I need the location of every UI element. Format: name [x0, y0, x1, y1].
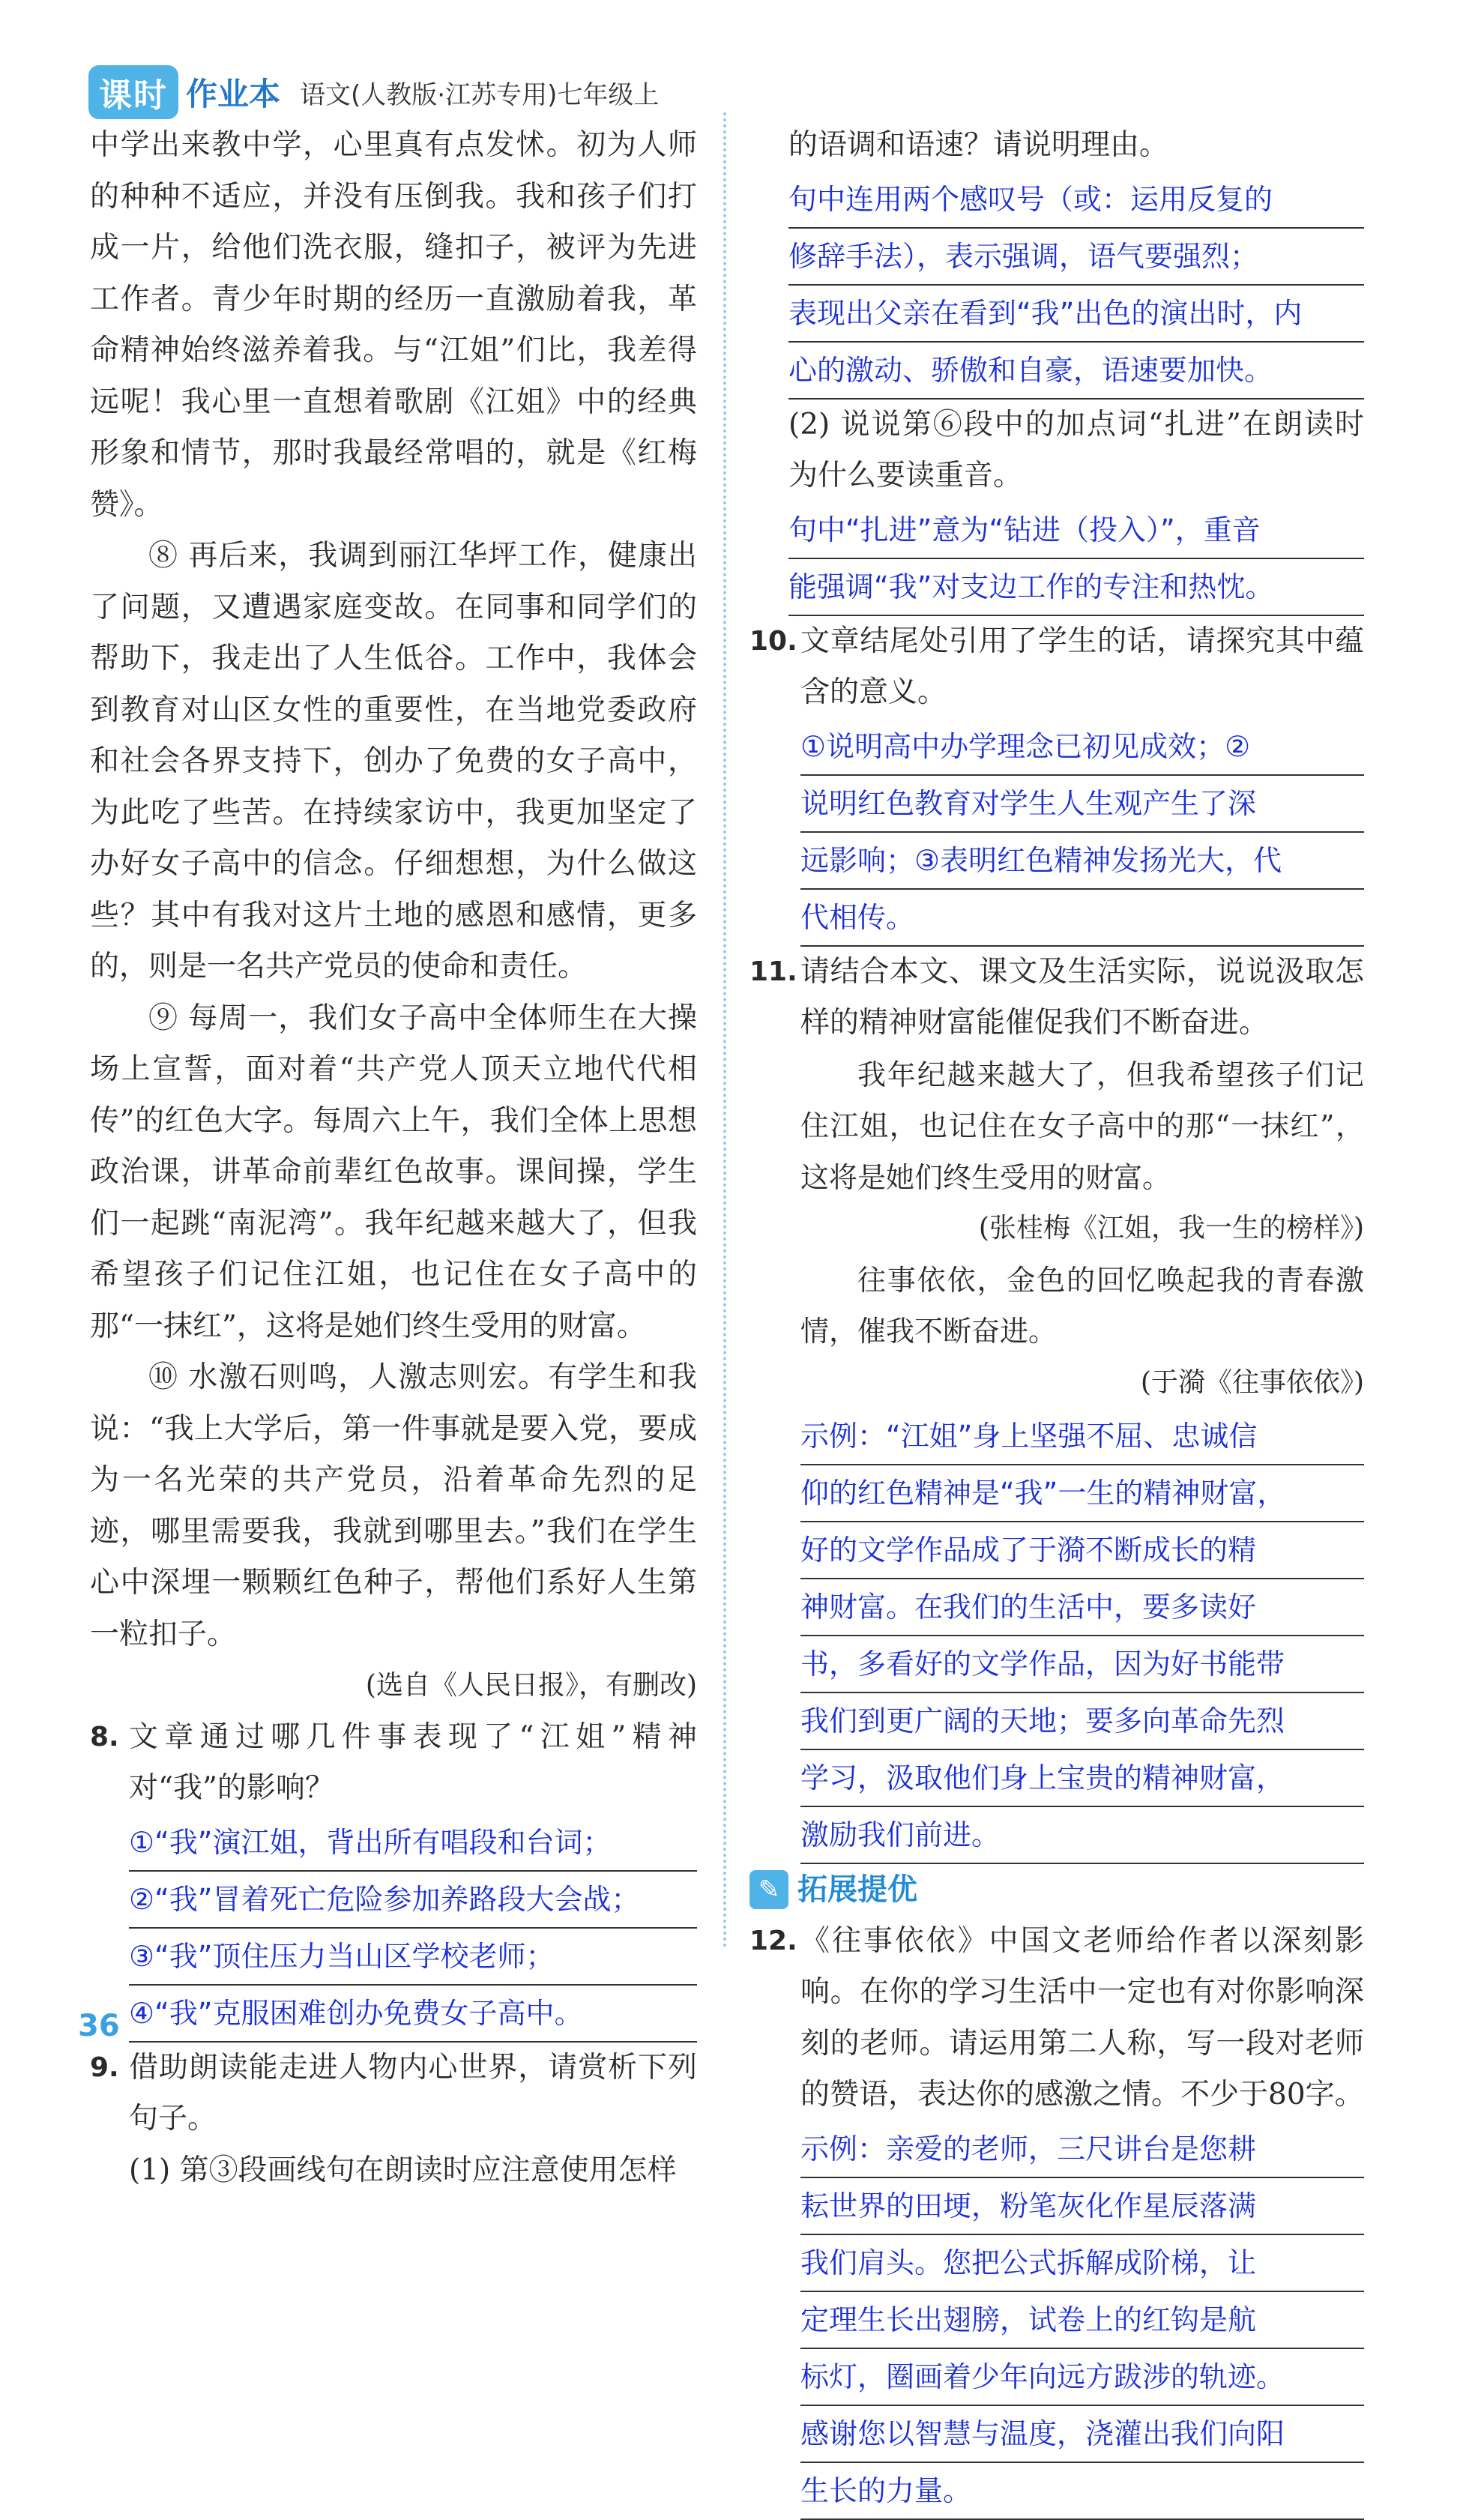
- right-column: [749, 120, 1364, 2520]
- quote-text: 我年纪越来越大了，但我希望孩子们记住江姐，也记住在女子高中的那“一抹红”，这将是她们终生受用的财富。: [800, 1058, 1364, 1194]
- answer-line: 心的激动、骄傲和自豪，语速要加快。: [788, 343, 1364, 400]
- answer-line: 神财富。在我们的生活中，要多读好: [800, 1579, 1364, 1636]
- passage-paragraph: ⑧ 再后来，我调到丽江华坪工作，健康出了问题，又遭遇家庭变故。在同事和同学们的帮助下，我走出了人生低谷。工作中，我体会到教育对山区女性的重要性，在当地党委政府和社会各界支持下，创办了免费的女子高中，为此吃了些苦。在持续家访中，我更加坚定了办好女子高中的信念。仔细想想，为什么做这些？其中有我对这片土地的感恩和感情，更多的，则是一名共产党员的使命和责任。: [90, 539, 697, 983]
- question-number: 12.: [749, 1925, 797, 1956]
- question-8: [90, 1712, 697, 2043]
- answer-line: 学习，汲取他们身上宝贵的精神财富，: [800, 1750, 1364, 1807]
- question-text: 《往事依依》中国文老师给作者以深刻影响。在你的学习生活中一定也有对你影响深刻的老师。请运用第二人称，写一段对老师的赞语，表达你的感激之情。不少于80字。: [800, 1923, 1364, 2111]
- page-number: 36: [78, 2009, 120, 2043]
- answer-line: ①“我”演江姐，背出所有唱段和台词；: [129, 1815, 697, 1872]
- answer-line: 仰的红色精神是“我”一生的精神财富，: [800, 1465, 1364, 1522]
- answer-line: 代相传。: [800, 890, 1364, 947]
- answer-block: [788, 172, 1364, 400]
- answer-line: 表现出父亲在看到“我”出色的演出时，内: [788, 286, 1364, 343]
- brand-logo: [88, 65, 280, 119]
- sub-question: (2) 说说第⑥段中的加点词“扎进”在朗读时为什么要读重音。: [788, 407, 1364, 492]
- question-text: 文章通过哪几件事表现了“江姐”精神对“我”的影响？: [129, 1719, 697, 1805]
- answer-line: 标灯，圈画着少年向远方跋涉的轨迹。: [800, 2349, 1364, 2406]
- answer-line: 远影响；③表明红色精神发扬光大，代: [800, 833, 1364, 890]
- sub-question: 的语调和语速？请说明理由。: [788, 128, 1169, 162]
- answer-line: 好的文学作品成了于漪不断成长的精: [800, 1522, 1364, 1579]
- question-number: 8.: [90, 1721, 119, 1752]
- answer-line: 我们到更广阔的天地；要多向革命先烈: [800, 1693, 1364, 1750]
- answer-line: 定理生长出翅膀，试卷上的红钩是航: [800, 2292, 1364, 2349]
- passage-paragraph: 中学出来教中学，心里真有点发怵。初为人师的种种不适应，并没有压倒我。我和孩子们打成一片，给他们洗衣服，缝扣子，被评为先进工作者。青少年时期的经历一直激励着我，革命精神始终滋养着我。与“江姐”们比，我差得远呢！我心里一直想着歌剧《江姐》中的经典形象和情节，那时我最经常唱的，就是《红梅赞》。: [90, 128, 697, 522]
- quote-source: (张桂梅《江姐，我一生的榜样》): [978, 1213, 1364, 1244]
- section-banner: [749, 1864, 1364, 1916]
- answer-line: 能强调“我”对支边工作的专注和热忱。: [788, 559, 1364, 616]
- question-9: [90, 2043, 697, 2197]
- passage-paragraph: ⑨ 每周一，我们女子高中全体师生在大操场上宣誓，面对着“共产党人顶天立地代代相传”的红色大字。每周六上午，我们全体上思想政治课，讲革命前辈红色故事。课间操，学生们一起跳“南泥湾”。我年纪越来越大了，但我希望孩子们记住江姐，也记住在女子高中的那“一抹红”，这将是她们终生受用的财富。: [90, 1001, 697, 1343]
- answer-line: 感谢您以智慧与温度，浇灌出我们向阳: [800, 2406, 1364, 2463]
- answer-line: 耘世界的田埂，粉笔灰化作星辰落满: [800, 2178, 1364, 2235]
- answer-line: 句中“扎进”意为“钻进（投入）”，重音: [788, 502, 1364, 559]
- question-text: 借助朗读能走进人物内心世界，请赏析下列句子。: [129, 2050, 697, 2135]
- answer-line: 书，多看好的文学作品，因为好书能带: [800, 1636, 1364, 1693]
- answer-block: [800, 719, 1364, 947]
- banner-label: 拓展提优: [797, 1872, 917, 1907]
- question-text: 文章结尾处引用了学生的话，请探究其中蕴含的意义。: [800, 624, 1364, 709]
- question-number: 10.: [749, 625, 797, 657]
- passage-paragraph: ⑩ 水激石则鸣，人激志则宏。有学生和我说：“我上大学后，第一件事就是要入党，要成为一名光荣的共产党员，沿着革命先烈的足迹，哪里需要我，我就到哪里去。”我们在学生心中深埋一颗颗红色种子，帮他们系好人生第一粒扣子。: [90, 1360, 697, 1651]
- question-text: 请结合本文、课文及生活实际，说说汲取怎样的精神财富能催促我们不断奋进。: [800, 954, 1364, 1040]
- answer-line: 生长的力量。: [800, 2463, 1364, 2520]
- answer-line: 说明红色教育对学生人生观产生了深: [800, 776, 1364, 833]
- answer-block: [800, 2121, 1364, 2520]
- question-12: [749, 1916, 1364, 2520]
- answer-line: 修辞手法），表示强调，语气要强烈；: [788, 229, 1364, 286]
- logo-sub: 作业本: [186, 76, 281, 112]
- answer-line: 激励我们前进。: [800, 1807, 1364, 1864]
- question-9-continued: [749, 120, 1364, 616]
- question-number: 9.: [90, 2052, 119, 2083]
- page-header: [88, 66, 659, 118]
- answer-block: [129, 1815, 697, 2043]
- answer-line: ②“我”冒着死亡危险参加养路段大会战；: [129, 1872, 697, 1929]
- column-divider: [723, 112, 726, 1949]
- answer-line: ①说明高中办学理念已初见成效；②: [800, 719, 1364, 776]
- question-10: [749, 616, 1364, 947]
- answer-line: ④“我”克服困难创办免费女子高中。: [129, 1986, 697, 2043]
- answer-line: 句中连用两个感叹号（或：运用反复的: [788, 172, 1364, 229]
- answer-line: 我们肩头。您把公式拆解成阶梯，让: [800, 2235, 1364, 2292]
- sub-question: (1) 第③段画线句在朗读时应注意使用怎样: [129, 2153, 677, 2187]
- answer-line: ③“我”顶住压力当山区学校老师；: [129, 1929, 697, 1986]
- answer-block: [788, 502, 1364, 616]
- pencil-icon: ✎: [749, 1870, 788, 1909]
- subject-title: 语文(人教版·江苏专用)七年级上: [300, 79, 660, 110]
- quote-text: 往事依依，金色的回忆唤起我的青春激情，催我不断奋进。: [800, 1263, 1364, 1348]
- logo-main: 课时: [88, 65, 178, 119]
- left-column: [90, 120, 697, 2196]
- answer-line: 示例：亲爱的老师，三尺讲台是您耕: [800, 2121, 1364, 2178]
- quote-source: (于漪《往事依依》): [1140, 1366, 1364, 1398]
- answer-block: [800, 1408, 1364, 1864]
- answer-line: 示例：“江姐”身上坚强不屈、忠诚信: [800, 1408, 1364, 1465]
- passage-source: (选自《人民日报》，有删改): [365, 1670, 697, 1701]
- question-11: [749, 947, 1364, 1865]
- question-number: 11.: [749, 956, 797, 987]
